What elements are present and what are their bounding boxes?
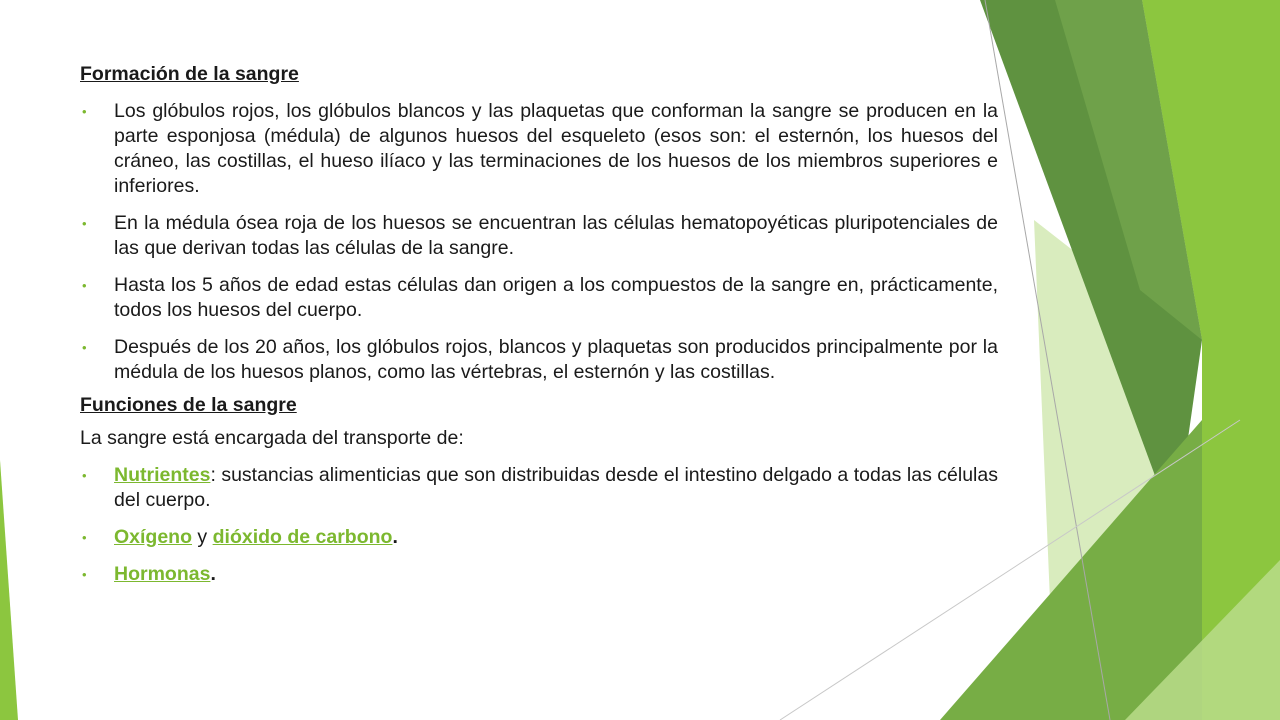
bullet-text: Los glóbulos rojos, los glóbulos blancos y las plaquetas que conforman la sangre se producen en la parte esponjosa (médula) de algunos huesos del esqueleto (esos son: el esternón, los huesos del cráneo, las costillas, el hueso ilíaco y las terminaciones de los huesos de los miembros superiores e inferiores.	[114, 100, 998, 197]
section-heading-formacion: Formación de la sangre	[80, 63, 299, 85]
link-hormonas[interactable]: Hormonas	[114, 563, 211, 585]
list-item	[80, 463, 998, 513]
left-lime-strip	[0, 460, 18, 720]
bullet-text: En la médula ósea roja de los huesos se encuentran las células hematopoyéticas pluripotenciales de las que derivan todas las células de la sangre.	[114, 212, 998, 259]
section-intro: La sangre está encargada del transporte de:	[80, 427, 464, 449]
bullet-icon: •	[82, 567, 87, 582]
bullet-icon: •	[82, 104, 87, 119]
connector-text: y	[192, 526, 213, 548]
link-oxigeno[interactable]: Oxígeno	[114, 526, 193, 548]
period-text: .	[210, 563, 216, 585]
period-text: .	[392, 526, 398, 548]
bullet-icon: •	[82, 530, 87, 545]
list-item	[80, 335, 998, 385]
list-item	[80, 99, 998, 199]
list-item	[80, 562, 998, 587]
list-item	[80, 273, 998, 323]
bullet-icon: •	[82, 278, 87, 293]
bullet-text: : sustancias alimenticias que son distribuidas desde el intestino delgado a todas las células del cuerpo.	[114, 464, 998, 511]
slide-content	[80, 62, 998, 599]
list-item	[80, 211, 998, 261]
section-heading-funciones: Funciones de la sangre	[80, 394, 297, 416]
link-dioxido-de-carbono[interactable]: dióxido de carbono	[212, 526, 393, 548]
bullet-text: Después de los 20 años, los glóbulos rojos, blancos y plaquetas son producidos principalmente por la médula de los huesos planos, como las vértebras, el esternón y las costillas.	[114, 336, 998, 383]
bullet-text: Hasta los 5 años de edad estas células dan origen a los compuestos de la sangre en, prácticamente, todos los huesos del cuerpo.	[114, 274, 998, 321]
bullet-icon: •	[82, 216, 87, 231]
list-item	[80, 525, 998, 550]
bullet-icon: •	[82, 468, 87, 483]
bullet-icon: •	[82, 340, 87, 355]
link-nutrientes[interactable]: Nutrientes	[114, 464, 211, 486]
